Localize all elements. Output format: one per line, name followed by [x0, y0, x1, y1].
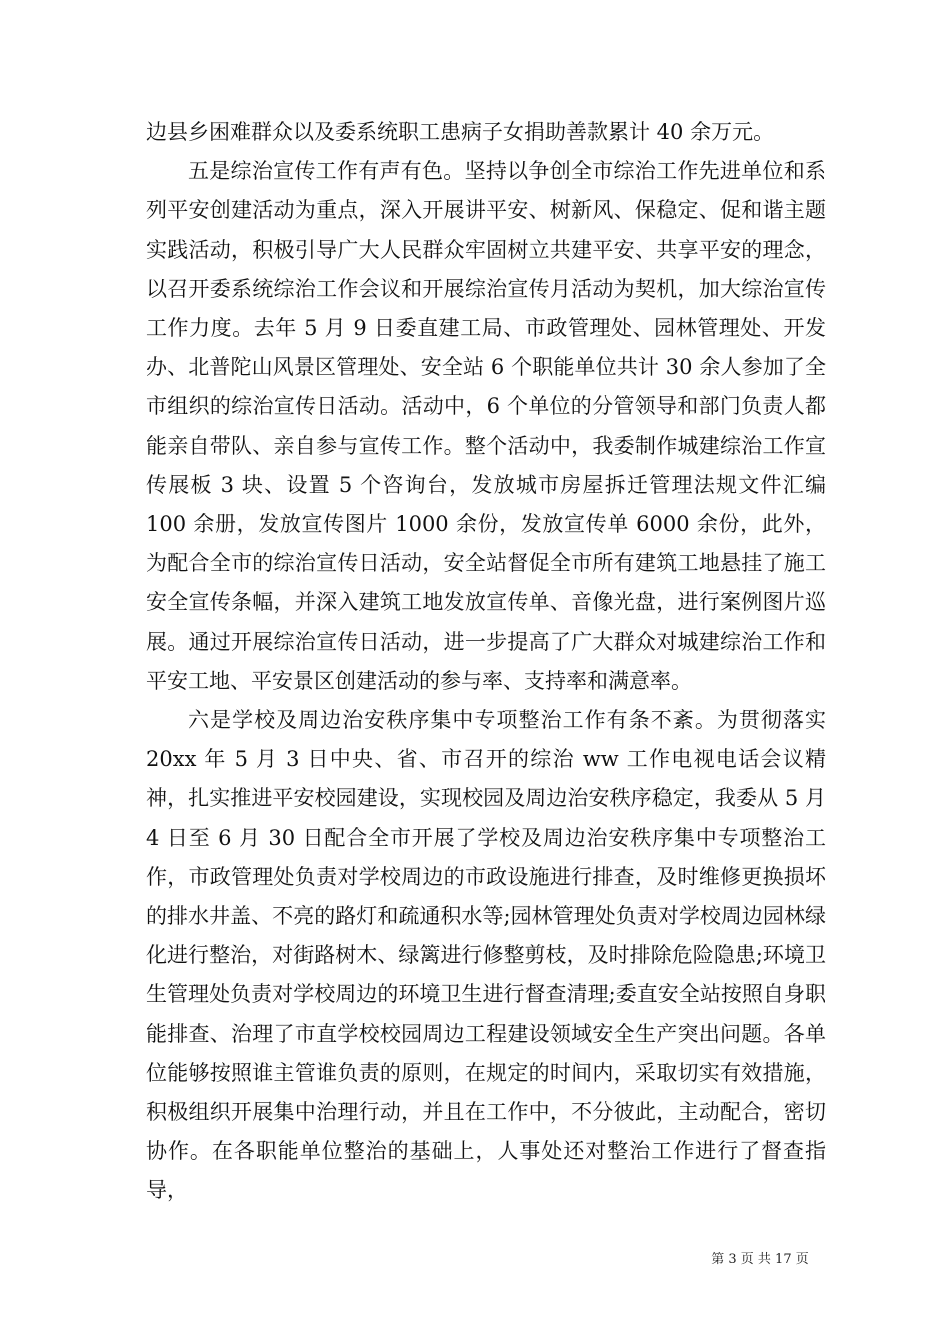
paragraph-publicity-work: 五是综治宣传工作有声有色。坚持以争创全市综治工作先进单位和系列平安创建活动为重点，深入开展讲平安、树新风、保稳定、促和谐主题实践活动，积极引导广大人民群众牢固树立共建平安、共享平安的理念，以召开委系统综治工作会议和开展综治宣传月活动为契机，加大综治宣传工作力度。去年 5 月 9 日委直建工局、市政管理处、园林管理处、开发办、北普陀山风景区管理处、安全站 6 个职能单位共计 30 余人参加了全市组织的综治宣传日活动。活动中，6 个单位的分管领导和部门负责人都能亲自带队、亲自参与宣传工作。整个活动中，我委制作城建综治工作宣传展板 3 块、设置 5 个咨询台，发放城市房屋拆迁管理法规文件汇编 100 余册，发放宣传图片 1000 余份，发放宣传单 6000 余份，此外，为配合全市的综治宣传日活动，安全站督促全市所有建筑工地悬挂了施工安全宣传条幅，并深入建筑工地发放宣传单、音像光盘，进行案例图片巡展。通过开展综治宣传日活动，进一步提高了广大群众对城建综治工作和平安工地、平安景区创建活动的参与率、支持率和满意率。: [146, 159, 826, 693]
body-text: [146, 113, 826, 1211]
page-number: 第 3 页 共 17 页: [711, 1252, 809, 1267]
paragraph-continuation: 边县乡困难群众以及委系统职工患病子女捐助善款累计 40 余万元。: [146, 120, 775, 144]
paragraph-school-security: 六是学校及周边治安秩序集中专项整治工作有条不紊。为贯彻落实 20xx 年 5 月 3 日中央、省、市召开的综治 ww 工作电视电话会议精神，扎实推进平安校园建设，实现校园及周边治安秩序稳定，我委从 5 月 4 日至 6 月 30 日配合全市开展了学校及周边治安秩序集中专项整治工作，市政管理处负责对学校周边的市政设施进行排查，及时维修更换损坏的排水井盖、不亮的路灯和疏通积水等;园林管理处负责对学校周边园林绿化进行整治，对街路树木、绿篱进行修整剪枝，及时排除危险隐患;环境卫生管理处负责对学校周边的环境卫生进行督查清理;委直安全站按照自身职能排查、治理了市直学校校园周边工程建设领域安全生产突出问题。各单位能够按照谁主管谁负责的原则，在规定的时间内，采取切实有效措施，积极组织开展集中治理行动，并且在工作中，不分彼此，主动配合，密切协作。在各职能单位整治的基础上，人事处还对整治工作进行了督查指导，: [146, 708, 826, 1203]
